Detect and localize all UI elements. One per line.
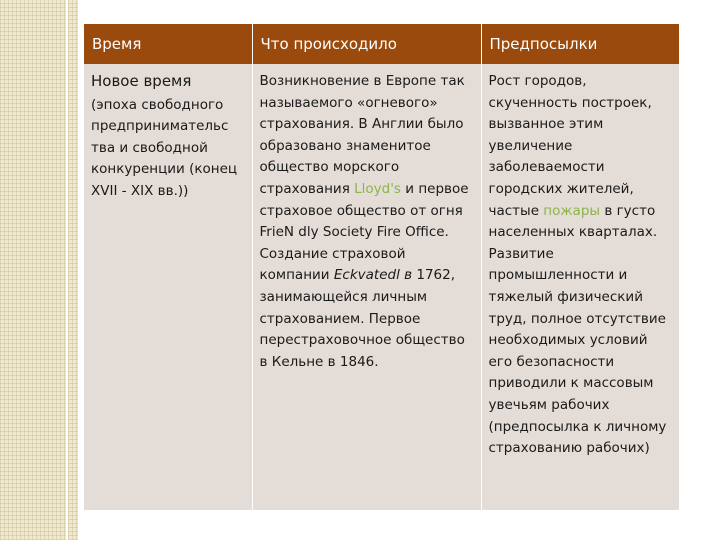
events-text-1: Возникновение в Европе так называемого «огневого» страхования. В Англии было образовано знаменитое общество морского страхования <box>259 73 465 197</box>
events-company-name: Eckvatedl в <box>333 267 413 284</box>
time-cell <box>84 64 252 510</box>
header-prerequisites: Предпосылки <box>481 24 679 64</box>
prereq-text-1: Рост городов, скученность построек, вызванное этим увеличение заболеваемости городских жителей, частые <box>488 73 652 219</box>
fires-link[interactable]: пожары <box>543 202 601 219</box>
lloyds-link[interactable]: Lloyd's <box>354 180 401 197</box>
events-text-2: и первое страховое общество от огня FrieN dly Society Fire Office. Создание страховой компании <box>259 180 469 284</box>
period-description: (эпоха свободного предпринимательс тва и свободной конкуренции (конец XVII - XIX вв.)) <box>91 96 238 199</box>
header-events: Что происходило <box>252 24 481 64</box>
table-row <box>84 64 679 510</box>
header-row <box>84 24 679 64</box>
period-title: Новое время <box>91 72 192 90</box>
header-time: Время <box>84 24 252 64</box>
decorative-line <box>66 0 68 540</box>
events-cell <box>252 64 481 510</box>
events-text-3: 1762, занимающейся личным страхованием. Первое перестраховочное общество в Кельне в 1846. <box>259 267 465 370</box>
prerequisites-cell <box>481 64 679 510</box>
history-table <box>84 24 679 510</box>
prereq-text-2: в густо населенных кварталах. Развитие промышленности и тяжелый физический труд, полное отсутствие необходимых условий его безопасности приводили к массовым увечьям рабочих (предпосылка к личному страхованию рабочих) <box>488 202 667 457</box>
